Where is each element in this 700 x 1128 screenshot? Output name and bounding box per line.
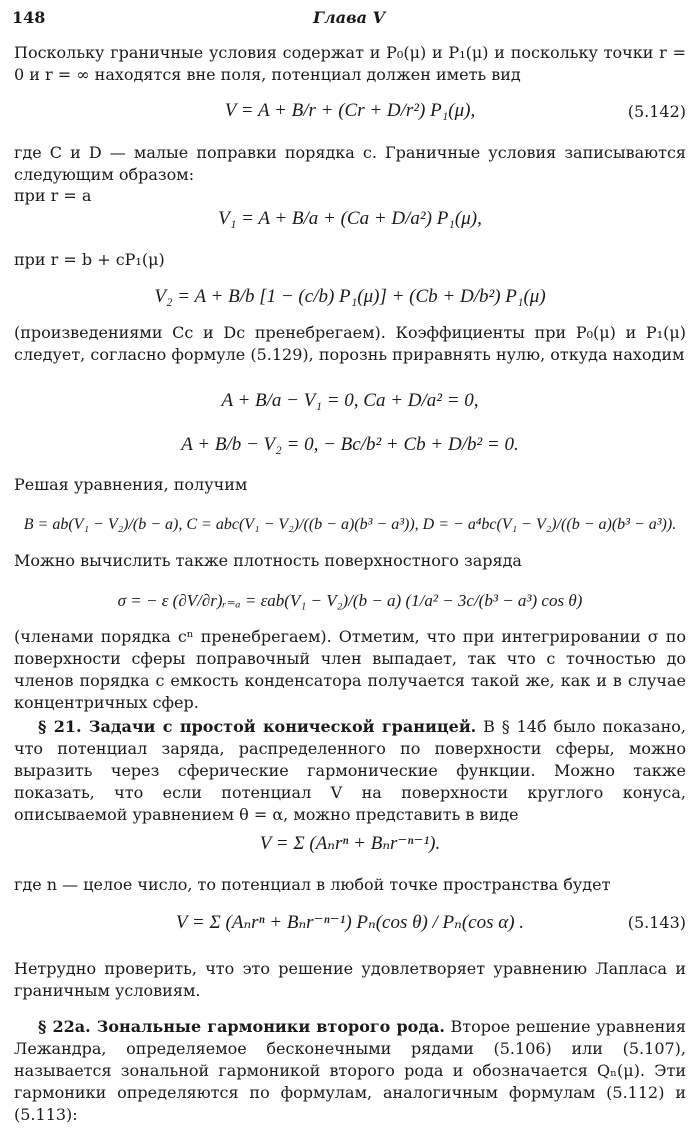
paragraph-boundary-conditions: Поскольку граничные условия содержат и P₀(μ) и P₁(μ) и поскольку точки r = 0 и r = ∞ находятся вне поля, потенциал должен иметь вид (14, 43, 686, 84)
equation-system-2 (0, 428, 700, 462)
section-22a-text: Второе решение уравнения Лежандра, определяемое бесконечными рядами (5.106) или (5.107), называется зональной гармоникой второго рода и обозначается Qₙ(μ). Эти гармоники определяются по формулам, аналогичным формулам (5.112) и (5.113): (14, 1017, 686, 1124)
equation-solutions (0, 508, 700, 542)
equation-5-143 (0, 904, 700, 940)
condition-label-r-b: при r = b + cP₁(μ) (14, 250, 165, 269)
equation-system-1 (0, 384, 700, 418)
page-number: 148 (12, 8, 46, 27)
paragraph-solving: Решая уравнения, получим (14, 475, 248, 494)
equation-text: B = ab(V₁ − V₂)/(b − a), C = abc(V₁ − V₂)/((b − a)(b³ − a³)), D = − a⁴bc(V₁ − V₂)/((b − a)(b³ − a³)). (23, 516, 677, 533)
equation-text: V = Σ (Aₙrⁿ + Bₙr⁻ⁿ⁻¹). (259, 832, 441, 854)
paragraph-corrections: где C и D — малые поправки порядка c. Граничные условия записываются следующим образом: (14, 143, 686, 184)
equation-text: V = Σ (Aₙrⁿ + Bₙr⁻ⁿ⁻¹) Pₙ(cos θ) / Pₙ(cos α) . (175, 911, 525, 933)
paragraph-charge-density: Можно вычислить также плотность поверхностного заряда (14, 551, 522, 570)
equation-text: V = A + B/r + (Cr + D/r²) P₁(μ), (224, 100, 476, 121)
equation-text: A + B/a − V₁ = 0, Ca + D/a² = 0, (221, 390, 479, 411)
equation-sigma (0, 584, 700, 618)
equation-text: σ = − ε (∂V/∂r)ᵣ₌ₐ = εab(V₁ − V₂)/(b − a) (1/a² − 3c/(b³ − a³) cos θ) (117, 591, 583, 610)
equation-number: (5.143) (627, 912, 686, 932)
equation-text: V₁ = A + B/a + (Ca + D/a²) P₁(μ), (218, 208, 482, 229)
section-22a-paragraph (14, 1016, 686, 1126)
paragraph-coefficients: (произведениями Cc и Dc пренебрегаем). Коэффициенты при P₀(μ) и P₁(μ) следует, согласно формуле (5.129), порознь приравнять нулю, откуда находим (14, 323, 686, 364)
paragraph-laplace-check: Нетрудно проверить, что это решение удовлетворяет уравнению Лапласа и граничным условиям. (14, 959, 686, 1000)
section-22a-heading: § 22а. Зональные гармоники второго рода. (38, 1017, 445, 1036)
equation-v2 (0, 280, 700, 314)
equation-v1 (0, 202, 700, 236)
section-21-heading: § 21. Задачи с простой конической границей. (38, 717, 477, 736)
equation-number: (5.142) (627, 101, 686, 121)
section-21-paragraph (14, 716, 686, 826)
paragraph-integer-n: где n — целое число, то потенциал в любой точке пространства будет (14, 875, 611, 894)
running-header (12, 8, 686, 30)
equation-5-142 (0, 94, 700, 128)
equation-text: A + B/b − V₂ = 0, − Bc/b² + Cb + D/b² = 0. (181, 434, 519, 455)
section-21-text: В § 14б было показано, что потенциал заряда, распределенного по поверхности сферы, можно выразить через сферические гармонические функции. Можно также показать, что если потенциал V на поверхности круглого конуса, описываемой уравнением θ = α, можно представить в виде (14, 717, 687, 824)
equation-text: V₂ = A + B/b [1 − (c/b) P₁(μ)] + (Cb + D/b²) P₁(μ) (154, 286, 546, 307)
paragraph-capacitance: (членами порядка cⁿ пренебрегаем). Отметим, что при интегрировании σ по поверхности сферы поправочный член выпадает, так что с точностью до членов порядка c емкость конденсатора получается такой же, как и в случае концентричных сфер. (14, 627, 686, 712)
equation-cone-potential (0, 826, 700, 860)
chapter-title: Глава V (313, 8, 385, 27)
condition-label-r-a: при r = a (14, 186, 92, 205)
